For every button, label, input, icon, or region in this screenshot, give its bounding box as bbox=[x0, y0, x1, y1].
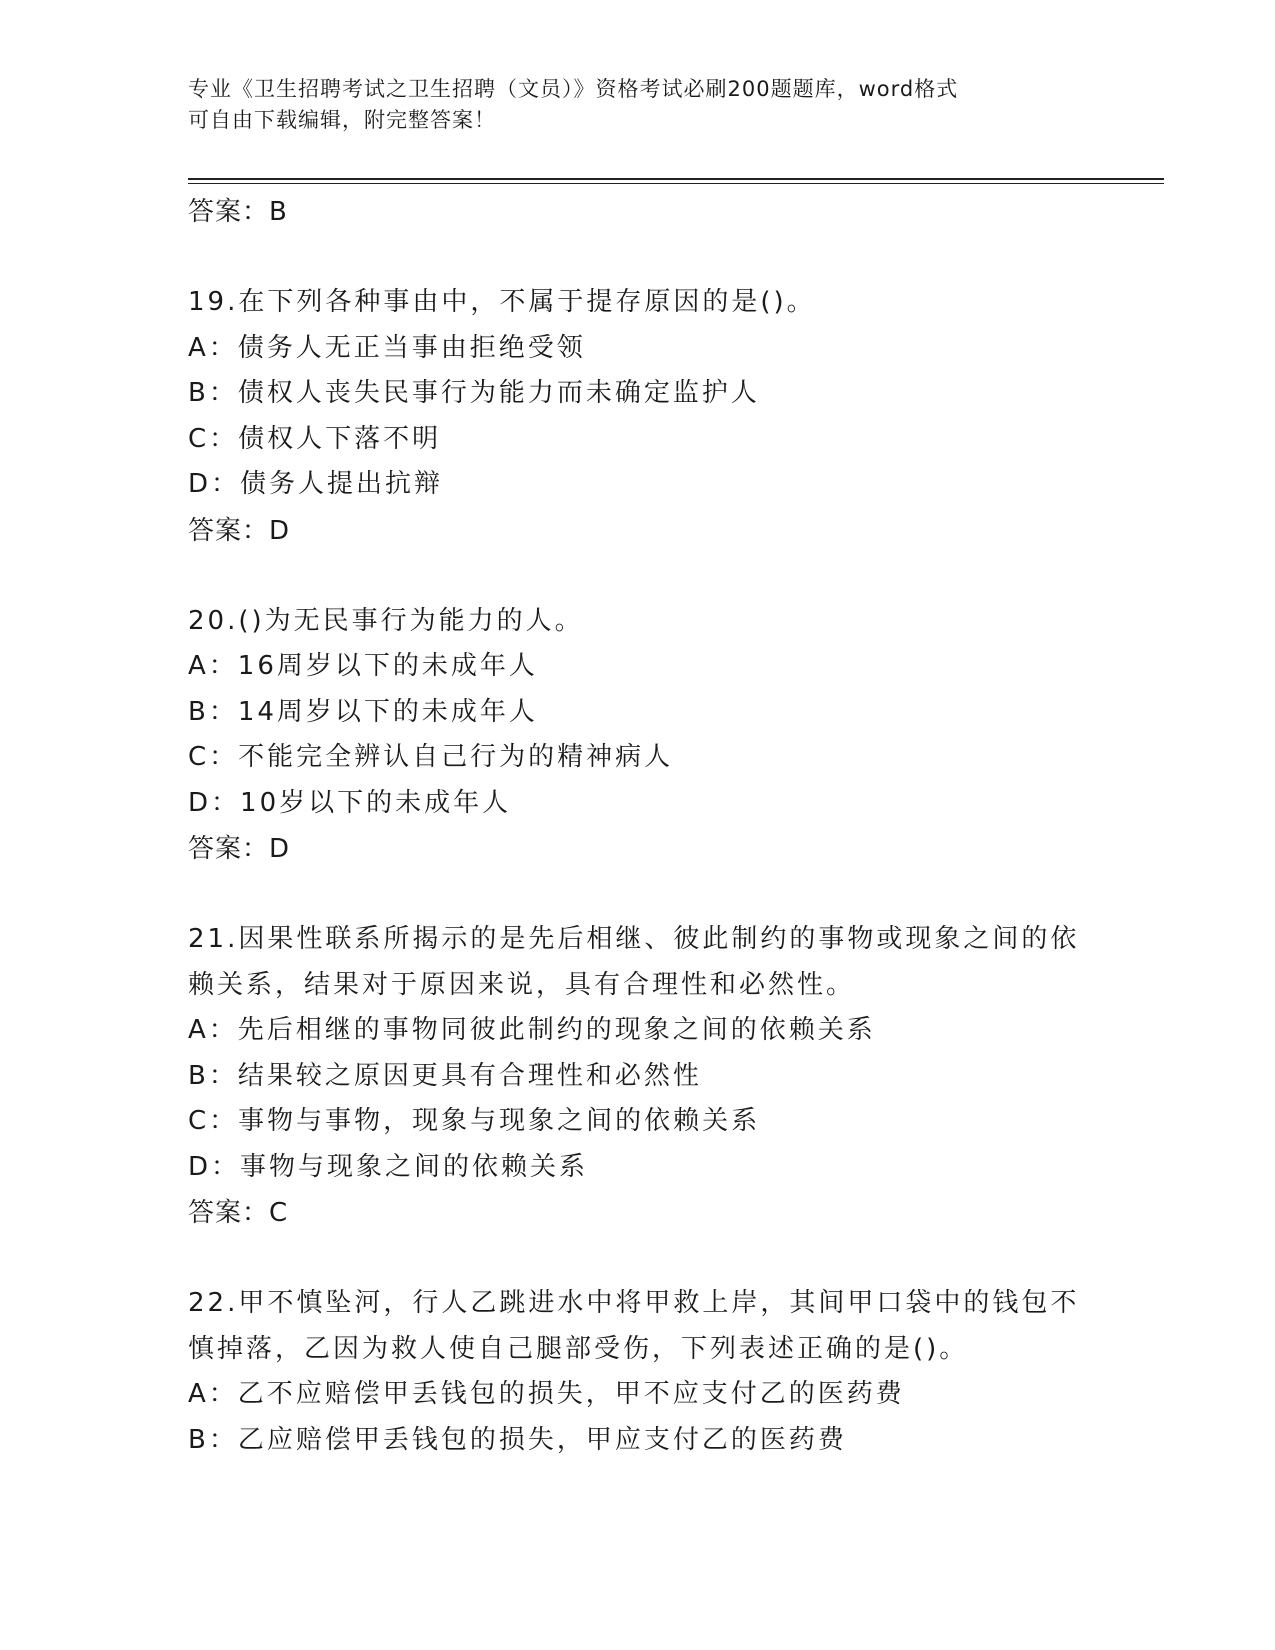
document-header bbox=[188, 74, 1088, 136]
spacer bbox=[188, 1236, 1088, 1281]
option-d: D：事物与现象之间的依赖关系 bbox=[188, 1151, 589, 1182]
header-rule-thin bbox=[188, 183, 1164, 184]
question-stem-line-1: 21.因果性联系所揭示的是先后相继、彼此制约的事物或现象之间的依 bbox=[188, 924, 1080, 954]
spacer bbox=[188, 872, 1088, 917]
spacer bbox=[188, 554, 1088, 599]
question-19 bbox=[188, 280, 1088, 554]
question-list bbox=[188, 189, 1088, 1463]
option-a: A：债务人无正当事由拒绝受领 bbox=[188, 332, 586, 363]
option-d: D：债务人提出抗辩 bbox=[188, 469, 444, 499]
question-stem: 19.在下列各种事由中，不属于提存原因的是()。 bbox=[188, 287, 816, 317]
header-rule-thick bbox=[188, 178, 1164, 180]
option-c: C：不能完全辨认自己行为的精神病人 bbox=[188, 742, 674, 772]
header-line-2: 可自由下载编辑，附完整答案！ bbox=[188, 108, 496, 132]
question-20 bbox=[188, 599, 1088, 873]
question-stem-line-2: 慎掉落，乙因为救人使自己腿部受伤，下列表述正确的是()。 bbox=[188, 1333, 969, 1364]
option-b: B：14周岁以下的未成年人 bbox=[188, 696, 538, 727]
option-c: C：事物与事物，现象与现象之间的依赖关系 bbox=[188, 1106, 761, 1136]
option-a: A：先后相继的事物同彼此制约的现象之间的依赖关系 bbox=[188, 1015, 876, 1045]
spacer bbox=[188, 235, 1088, 280]
option-c: C：债权人下落不明 bbox=[188, 423, 442, 454]
answer-previous: 答案：B bbox=[188, 197, 288, 227]
answer-19: 答案：D bbox=[188, 515, 291, 546]
answer-20: 答案：D bbox=[188, 834, 291, 864]
option-d: D：10岁以下的未成年人 bbox=[188, 787, 512, 818]
question-21 bbox=[188, 917, 1088, 1236]
question-stem: 20.()为无民事行为能力的人。 bbox=[188, 605, 584, 636]
question-22 bbox=[188, 1281, 1088, 1463]
question-stem-line-2: 赖关系，结果对于原因来说，具有合理性和必然性。 bbox=[188, 969, 856, 1000]
question-stem-line-1: 22.甲不慎坠河，行人乙跳进水中将甲救上岸，其间甲口袋中的钱包不 bbox=[188, 1288, 1080, 1318]
answer-21: 答案：C bbox=[188, 1198, 289, 1228]
header-line-1: 专业《卫生招聘考试之卫生招聘（文员）》资格考试必刷200题题库，word格式 bbox=[188, 77, 959, 101]
option-b: B：乙应赔偿甲丢钱包的损失，甲应支付乙的医药费 bbox=[188, 1424, 847, 1455]
option-a: A：16周岁以下的未成年人 bbox=[188, 651, 538, 681]
option-b: B：债权人丧失民事行为能力而未确定监护人 bbox=[188, 378, 760, 408]
option-a: A：乙不应赔偿甲丢钱包的损失，甲不应支付乙的医药费 bbox=[188, 1379, 905, 1409]
option-b: B：结果较之原因更具有合理性和必然性 bbox=[188, 1060, 702, 1091]
